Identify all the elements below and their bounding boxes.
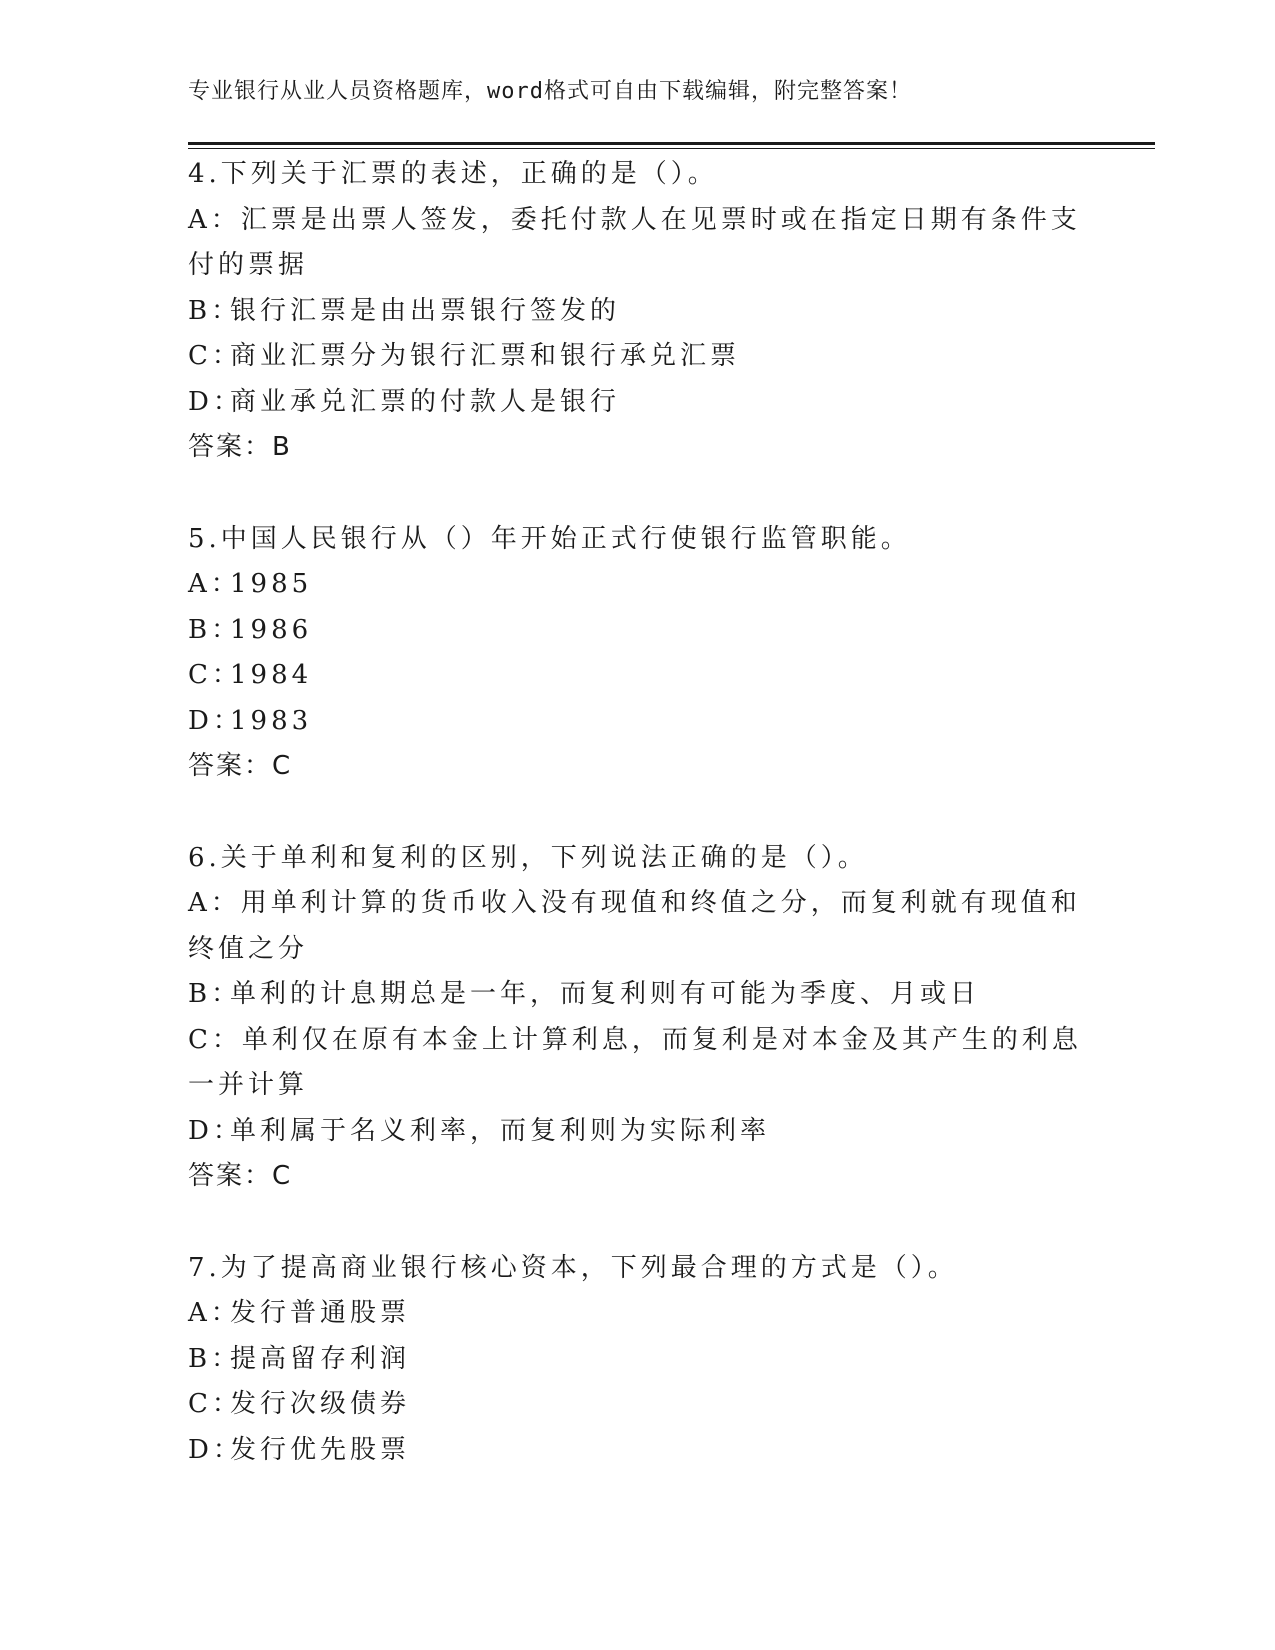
option-key: B： [188, 1343, 242, 1374]
option-text: 汇票是出票人签发，委托付款人在见票时或在指定日期有条件支付的票据 [188, 204, 1081, 280]
option-b [188, 608, 1088, 654]
option-c [188, 1018, 1088, 1109]
option-text: 单利的计息期总是一年，而复利则有可能为季度、月或日 [230, 979, 981, 1009]
question-5 [188, 517, 1088, 790]
header-rule-thin [188, 148, 1155, 149]
option-key: D： [188, 386, 243, 417]
option-c [188, 653, 1088, 699]
answer: 答案：C [188, 1161, 293, 1191]
option-key: C： [188, 660, 242, 690]
option-text: 商业承兑汇票的付款人是银行 [230, 386, 621, 417]
option-b [188, 972, 1088, 1018]
option-text: 银行汇票是由出票银行签发的 [230, 295, 621, 326]
option-text: 单利仅在原有本金上计算利息，而复利是对本金及其产生的利息一并计算 [188, 1024, 1082, 1100]
option-d [188, 380, 1088, 426]
option-text: 提高留存利润 [230, 1343, 411, 1374]
option-key: B： [188, 979, 242, 1009]
option-text: 商业汇票分为银行汇票和银行承兑汇票 [230, 341, 741, 371]
document-header: 专业银行从业人员资格题库，word格式可自由下载编辑，附完整答案！ [188, 79, 912, 104]
option-text: 1985 [230, 569, 313, 599]
question-stem: 7.为了提高商业银行核心资本，下列最合理的方式是（）。 [188, 1252, 958, 1283]
option-text: 用单利计算的货币收入没有现值和终值之分，而复利就有现值和终值之分 [188, 888, 1081, 964]
answer: 答案：C [188, 751, 293, 781]
option-key: C： [188, 1024, 242, 1055]
option-text: 1986 [230, 614, 313, 645]
option-text: 1983 [230, 705, 313, 736]
option-d [188, 1428, 1088, 1474]
option-b [188, 289, 1088, 335]
question-stem: 5.中国人民银行从（）年开始正式行使银行监管职能。 [188, 523, 911, 554]
option-key: A： [188, 569, 241, 599]
option-text: 发行次级债券 [230, 1389, 411, 1419]
option-key: D： [188, 705, 243, 736]
question-stem: 6.关于单利和复利的区别，下列说法正确的是（）。 [188, 842, 868, 873]
option-a [188, 1291, 1088, 1337]
answer: 答案：B [188, 432, 292, 462]
option-d [188, 699, 1088, 745]
header-rule-thick [188, 142, 1155, 145]
option-a [188, 198, 1088, 289]
option-key: A： [188, 1298, 241, 1328]
option-key: D： [188, 1115, 243, 1146]
option-key: C： [188, 341, 242, 371]
question-4 [188, 152, 1088, 471]
option-c [188, 334, 1088, 380]
option-key: A： [188, 888, 241, 918]
option-key: D： [188, 1434, 243, 1465]
question-6 [188, 836, 1088, 1200]
option-d [188, 1109, 1088, 1155]
option-b [188, 1337, 1088, 1383]
option-a [188, 881, 1088, 972]
option-key: A： [188, 204, 241, 235]
question-stem: 4.下列关于汇票的表述，正确的是（）。 [188, 159, 718, 189]
option-text: 发行普通股票 [230, 1298, 411, 1328]
option-key: B： [188, 295, 242, 326]
option-text: 发行优先股票 [230, 1434, 411, 1465]
option-text: 1984 [230, 660, 313, 690]
question-7 [188, 1246, 1088, 1474]
option-text: 单利属于名义利率，而复利则为实际利率 [230, 1115, 771, 1146]
option-key: B： [188, 614, 242, 645]
question-list [188, 152, 1088, 1519]
option-key: C： [188, 1389, 242, 1419]
option-c [188, 1382, 1088, 1428]
option-a [188, 562, 1088, 608]
